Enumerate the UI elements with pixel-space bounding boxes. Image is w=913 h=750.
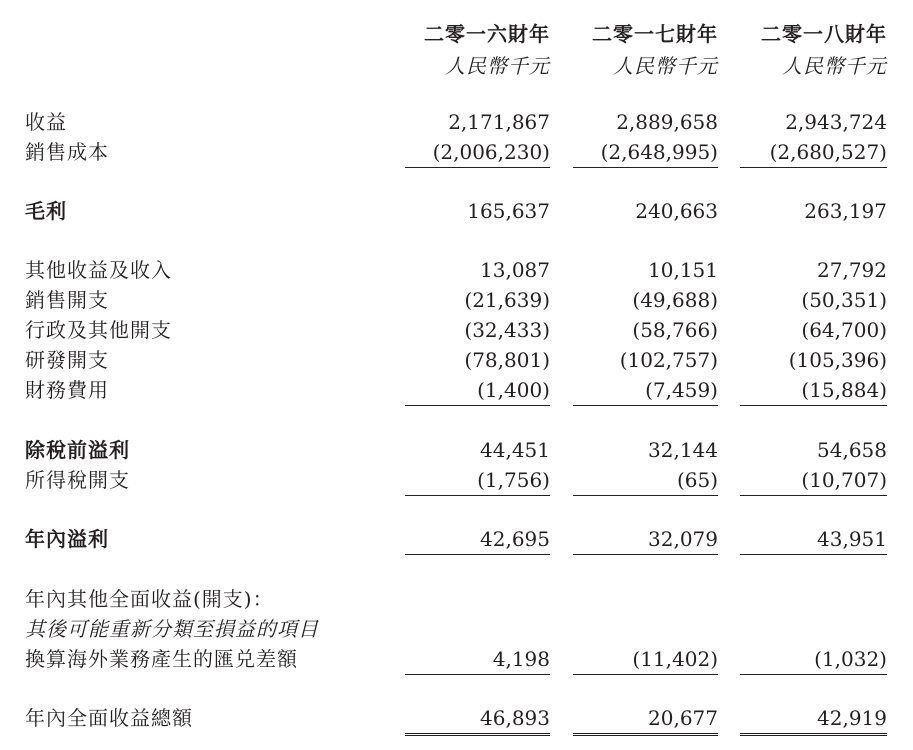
value-fy2017: 2,889,658 — [616, 110, 718, 134]
value-fy2017: (65) — [573, 465, 718, 496]
column-header-fy2017 — [558, 18, 718, 82]
row-finance-costs — [0, 375, 913, 405]
value-fy2018: (1,032) — [740, 644, 887, 675]
value-fy2018: 42,919 — [740, 703, 887, 736]
value-fy2017: 240,663 — [635, 199, 718, 223]
value-fy2017: (102,757) — [619, 348, 718, 372]
row-label: 行政及其他開支 — [25, 318, 172, 342]
value-fy2016: (78,801) — [464, 348, 550, 372]
column-year: 二零一六財年 — [424, 22, 550, 46]
value-fy2017: (49,688) — [632, 288, 718, 312]
row-label: 年內其他全面收益(開支)： — [25, 587, 274, 611]
value-fy2016: (21,639) — [464, 288, 550, 312]
value-fy2016: (2,006,230) — [405, 137, 550, 168]
value-fy2018: 263,197 — [804, 199, 887, 223]
value-fy2016: 2,171,867 — [448, 110, 550, 134]
row-label: 其後可能重新分類至損益的項目 — [25, 617, 319, 641]
value-fy2017: (7,459) — [573, 375, 718, 406]
value-fy2017: 20,677 — [573, 703, 718, 736]
row-oci-heading — [0, 584, 913, 614]
value-fy2018: (50,351) — [801, 288, 887, 312]
value-fy2016: 13,087 — [480, 258, 550, 282]
value-fy2018: (105,396) — [788, 348, 887, 372]
value-fy2017: 32,144 — [648, 438, 718, 462]
value-fy2018: (2,680,527) — [740, 137, 887, 168]
row-label: 毛利 — [25, 199, 67, 223]
row-label: 年內全面收益總額 — [25, 706, 193, 730]
column-unit: 人民幣千元 — [445, 54, 550, 78]
column-header-fy2016 — [390, 18, 550, 82]
value-fy2016: 4,198 — [405, 644, 550, 675]
value-fy2018: (10,707) — [740, 465, 887, 496]
row-revenue — [0, 107, 913, 137]
row-income-tax — [0, 465, 913, 495]
value-fy2018: (64,700) — [801, 318, 887, 342]
row-label: 財務費用 — [25, 378, 109, 402]
column-unit: 人民幣千元 — [613, 54, 718, 78]
value-fy2016: 46,893 — [405, 703, 550, 736]
row-admin-expenses — [0, 315, 913, 345]
value-fy2016: (32,433) — [464, 318, 550, 342]
column-header-fy2018 — [723, 18, 887, 82]
row-label: 其他收益及收入 — [25, 258, 172, 282]
row-label: 年內溢利 — [25, 527, 109, 551]
value-fy2018: (15,884) — [740, 375, 887, 406]
row-gross-profit — [0, 196, 913, 226]
value-fy2018: 54,658 — [817, 438, 887, 462]
row-total-comprehensive-income — [0, 703, 913, 733]
column-year: 二零一八財年 — [761, 22, 887, 46]
row-profit-before-tax — [0, 435, 913, 465]
value-fy2017: (58,766) — [632, 318, 718, 342]
value-fy2017: (2,648,995) — [573, 137, 718, 168]
value-fy2016: (1,756) — [405, 465, 550, 496]
row-label: 研發開支 — [25, 348, 109, 372]
row-exchange-differences — [0, 644, 913, 674]
value-fy2018: 43,951 — [740, 524, 887, 555]
row-label: 換算海外業務產生的匯兑差額 — [25, 647, 298, 671]
row-label: 所得稅開支 — [25, 468, 130, 492]
value-fy2017: 32,079 — [573, 524, 718, 555]
row-rd-expenses — [0, 345, 913, 375]
value-fy2016: 42,695 — [405, 524, 550, 555]
row-other-income — [0, 255, 913, 285]
value-fy2017: (11,402) — [573, 644, 718, 675]
row-label: 除稅前溢利 — [25, 438, 130, 462]
value-fy2018: 27,792 — [817, 258, 887, 282]
row-label: 銷售開支 — [25, 288, 109, 312]
column-unit: 人民幣千元 — [782, 54, 887, 78]
row-label: 銷售成本 — [25, 140, 109, 164]
row-cost-of-sales — [0, 137, 913, 167]
row-label: 收益 — [25, 110, 67, 134]
value-fy2017: 10,151 — [648, 258, 718, 282]
value-fy2016: (1,400) — [405, 375, 550, 406]
row-oci-subheading — [0, 614, 913, 644]
value-fy2018: 2,943,724 — [785, 110, 887, 134]
row-selling-expenses — [0, 285, 913, 315]
row-profit-for-year — [0, 524, 913, 554]
value-fy2016: 165,637 — [467, 199, 550, 223]
column-year: 二零一七財年 — [592, 22, 718, 46]
value-fy2016: 44,451 — [480, 438, 550, 462]
